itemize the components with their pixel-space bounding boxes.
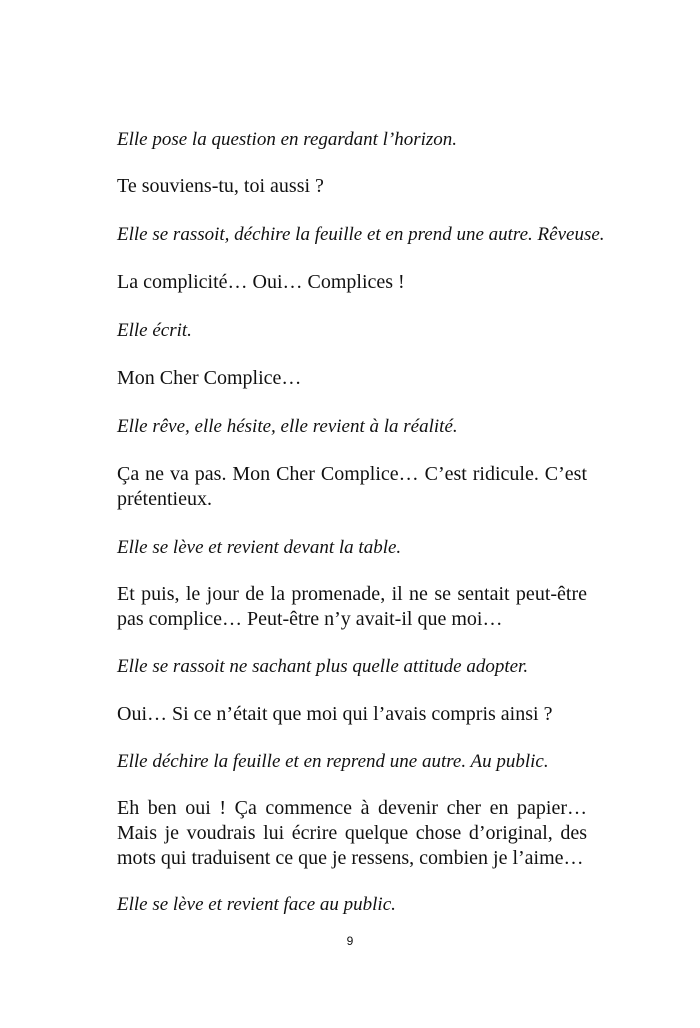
dialogue-line: Ça ne va pas. Mon Cher Complice… C’est ridicule. C’est prétentieux. [117,463,587,510]
stage-direction: Elle se rassoit ne sachant plus quelle attitude adopter. [117,656,529,677]
stage-direction: Elle se lève et revient devant la table. [117,537,402,558]
dialogue-line: Oui… Si ce n’était que moi qui l’avais compris ainsi ? [117,703,553,725]
stage-direction: Elle pose la question en regardant l’horizon. [117,129,458,150]
dialogue-line: Te souviens-tu, toi aussi ? [117,175,324,197]
stage-direction: Elle rêve, elle hésite, elle revient à la réalité. [117,416,458,437]
stage-direction: Elle se rassoit, déchire la feuille et en prend une autre. Rêveuse. [117,224,605,245]
stage-direction: Elle déchire la feuille et en reprend une autre. Au public. [117,751,549,772]
stage-direction: Elle écrit. [117,320,192,341]
page-number: 9 [346,934,354,948]
stage-direction: Elle se lève et revient face au public. [117,894,396,915]
dialogue-line: Mon Cher Complice… [117,367,302,389]
dialogue-line: La complicité… Oui… Complices ! [117,271,405,293]
dialogue-line: Eh ben oui ! Ça commence à devenir cher en papier… Mais je voudrais lui écrire quelque chose d’original, des mots qui traduisent ce que je ressens, combien je l’aime… [117,797,587,869]
dialogue-line: Et puis, le jour de la promenade, il ne se sentait peut-être pas complice… Peut-être n’y avait-il que moi… [117,583,587,630]
